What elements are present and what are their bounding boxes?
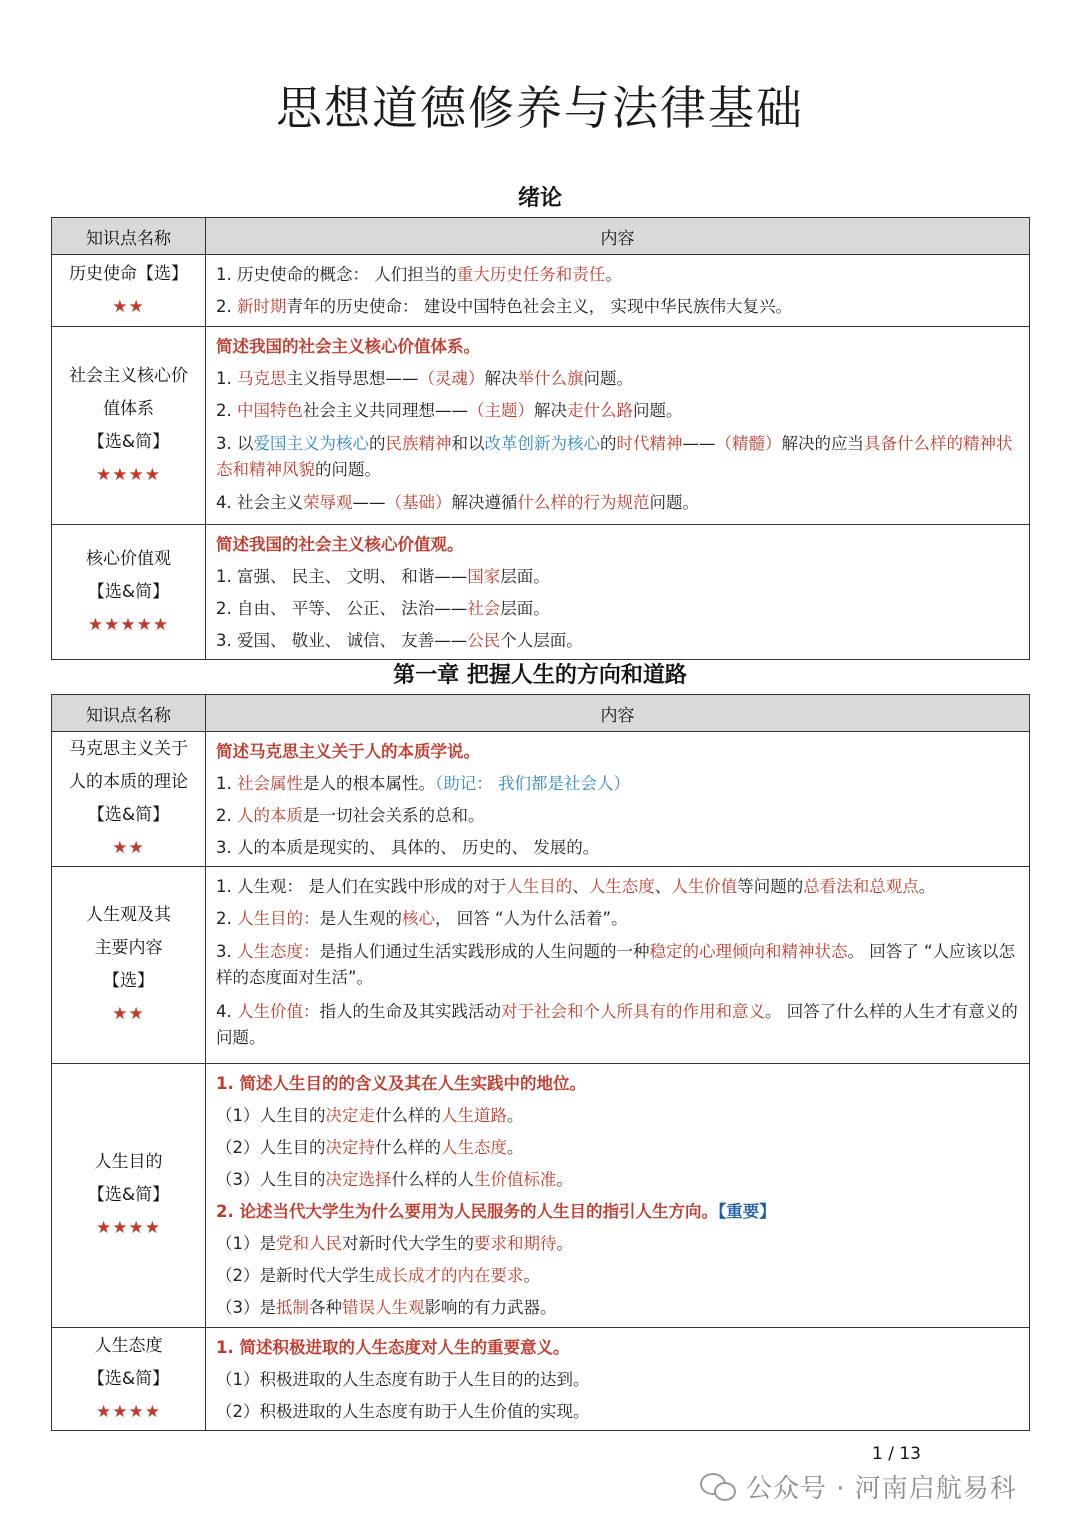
name-line: 核心价值观: [86, 548, 171, 569]
name-line: 人生态度: [94, 1335, 163, 1356]
content-line: 3. 人生态度：是指人们通过生活实践形成的人生问题的一种稳定的心理倾向和精神状态。 回答了 “人应该以怎样的态度面对生活”。: [216, 942, 1016, 987]
knowledge-point-content: [206, 732, 1030, 867]
name-line: 【选&简】: [87, 1368, 170, 1389]
name-line: 历史使命【选】: [69, 263, 188, 284]
name-line: 主要内容: [94, 938, 163, 958]
content-heading: 简述我国的社会主义核心价值观。: [216, 535, 464, 554]
col-header-name: 知识点名称: [52, 695, 206, 732]
table-row: [52, 255, 1030, 327]
knowledge-point-name: [52, 732, 206, 867]
table-row: [52, 867, 1030, 1064]
col-header-content: 内容: [206, 218, 1030, 255]
important-tag: 【重要】: [718, 1202, 776, 1221]
content-line: 3. 爱国、 敬业、 诚信、 友善——公民个人层面。: [216, 631, 583, 650]
content-line: 4. 社会主义荣辱观——（基础）解决遵循什么样的行为规范问题。: [216, 493, 699, 512]
content-line: 2. 自由、 平等、 公正、 法治——社会层面。: [216, 599, 550, 618]
table-row: [52, 1328, 1030, 1431]
content-line: （2）人生目的决定持什么样的人生态度。: [216, 1138, 524, 1157]
name-line: 人生观及其: [86, 905, 171, 925]
content-line: （1）人生目的决定走什么样的人生道路。: [216, 1106, 524, 1125]
content-heading: 1. 简述积极进取的人生态度对人生的重要意义。: [216, 1338, 570, 1357]
content-heading: 2. 论述当代大学生为什么要用为人民服务的人生目的指引人生方向。【重要】: [216, 1202, 776, 1221]
knowledge-point-content: [206, 1328, 1030, 1431]
knowledge-point-content: [206, 327, 1030, 525]
name-line: 值体系: [103, 398, 154, 419]
name-line: 人的本质的理论: [69, 772, 188, 792]
content-line: 1. 马克思主义指导思想——（灵魂）解决举什么旗问题。: [216, 369, 633, 388]
content-heading: 简述马克思主义关于人的本质学说。: [216, 742, 480, 761]
document-title: 思想道德修养与法律基础: [276, 81, 804, 135]
content-line: 2. 新时期青年的历史使命： 建设中国特色社会主义， 实现中华民族伟大复兴。: [216, 297, 792, 316]
knowledge-point-name: [52, 1328, 206, 1431]
table-row: [52, 732, 1030, 867]
content-line: 1. 人生观： 是人们在实践中形成的对于人生目的、人生态度、人生价值等问题的总看法和总观点。: [216, 877, 936, 896]
section-title-chapter-1: 第一章 把握人生的方向和道路: [393, 663, 687, 688]
name-line: 【选&简】: [87, 1185, 170, 1205]
name-line: 【选】: [103, 971, 154, 991]
content-line: 1. 富强、 民主、 文明、 和谐——国家层面。: [216, 567, 550, 586]
content-line: 2. 中国特色社会主义共同理想——（主题）解决走什么路问题。: [216, 401, 683, 420]
content-line: （3）是抵制各种错误人生观影响的有力武器。: [216, 1298, 557, 1317]
table-row: [52, 525, 1030, 660]
knowledge-point-content: [206, 525, 1030, 660]
content-line: 1. 历史使命的概念： 人们担当的重大历史任务和责任。: [216, 265, 622, 284]
content-line: 3. 人的本质是现实的、 具体的、 历史的、 发展的。: [216, 838, 600, 857]
chapter-1-table: [51, 694, 1030, 1431]
content-line: （1）是党和人民对新时代大学生的要求和期待。: [216, 1234, 573, 1253]
importance-stars: ★★: [112, 838, 145, 858]
table-row: [52, 1064, 1030, 1328]
section-title-intro: 绪论: [517, 186, 562, 211]
importance-stars: ★★★★: [96, 464, 161, 485]
content-line: 2. 人生目的：是人生观的核心， 回答 “人为什么活着”。: [216, 909, 628, 928]
content-line: （2）积极进取的人生态度有助于人生价值的实现。: [216, 1402, 590, 1421]
content-line: （3）人生目的决定选择什么样的人生价值标准。: [216, 1170, 573, 1189]
content-heading: 1. 简述人生目的的含义及其在人生实践中的地位。: [216, 1074, 586, 1093]
importance-stars: ★★★★: [96, 1401, 161, 1422]
name-line: 人生目的: [94, 1152, 163, 1172]
importance-stars: ★★: [112, 296, 145, 317]
col-header-content: 内容: [206, 695, 1030, 732]
name-line: 社会主义核心价: [69, 365, 188, 386]
knowledge-point-name: [52, 867, 206, 1064]
knowledge-point-name: [52, 1064, 206, 1328]
knowledge-point-name: [52, 327, 206, 525]
content-line: 2. 人的本质是一切社会关系的总和。: [216, 806, 485, 825]
footer-text: 公众号 · 河南启航易科: [746, 1473, 1017, 1504]
content-line: （2）是新时代大学生成长成才的内在要求。: [216, 1266, 540, 1285]
knowledge-point-content: [206, 867, 1030, 1064]
intro-table: [51, 217, 1030, 660]
name-line: 【选&简】: [87, 431, 170, 452]
importance-stars: ★★: [112, 1004, 145, 1024]
importance-stars: ★★★★: [96, 1218, 161, 1238]
table-row: [52, 327, 1030, 525]
content-line: 1. 社会属性是人的根本属性。（助记： 我们都是社会人）: [216, 774, 630, 793]
name-line: 【选&简】: [87, 805, 170, 825]
page-number: 1 / 13: [872, 1444, 921, 1464]
knowledge-point-name: [52, 255, 206, 327]
content-line: 3. 以爱国主义为核心的民族精神和以改革创新为核心的时代精神——（精髓）解决的应当具备什么样的精神状态和精神风貌的问题。: [216, 434, 1013, 479]
knowledge-point-name: [52, 525, 206, 660]
importance-stars: ★★★★★: [87, 614, 170, 635]
name-line: 【选&简】: [87, 581, 170, 602]
col-header-name: 知识点名称: [52, 218, 206, 255]
knowledge-point-content: [206, 1064, 1030, 1328]
content-line: 4. 人生价值：指人的生命及其实践活动对于社会和个人所具有的作用和意义。 回答了什么样的人生才有意义的问题。: [216, 1002, 1018, 1047]
content-heading: 简述我国的社会主义核心价值体系。: [216, 337, 480, 356]
wechat-icon: [700, 1471, 738, 1501]
content-line: （1）积极进取的人生态度有助于人生目的的达到。: [216, 1370, 590, 1389]
knowledge-point-content: [206, 255, 1030, 327]
name-line: 马克思主义关于: [69, 739, 188, 759]
footer-watermark: [700, 1466, 1060, 1506]
